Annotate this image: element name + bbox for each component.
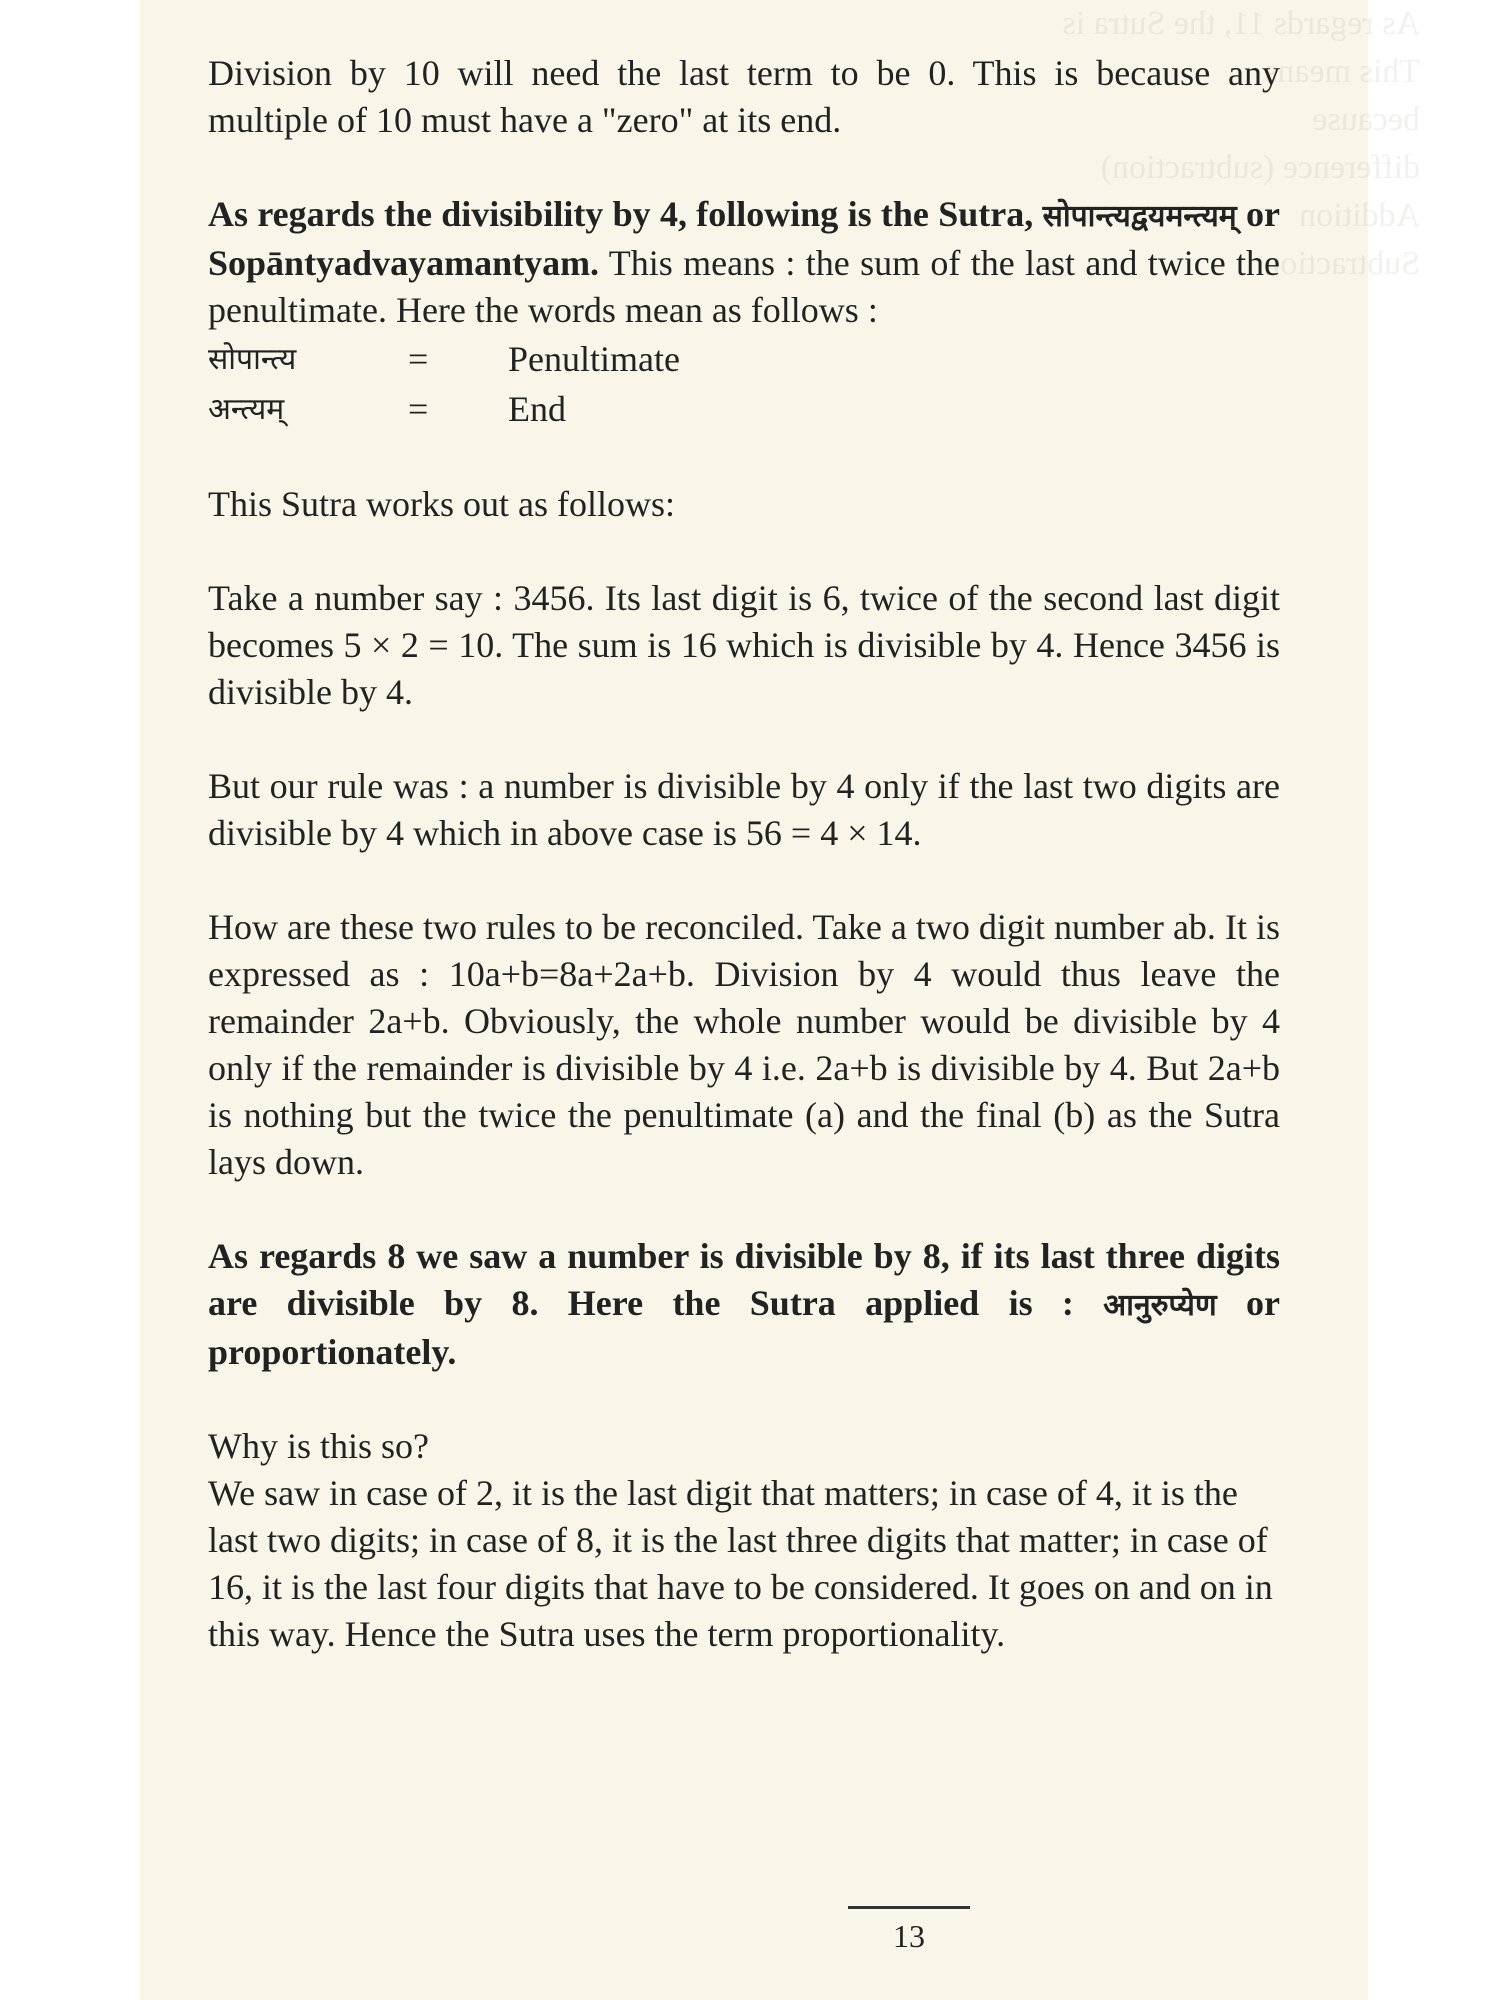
definition-term: अन्त्यम् <box>208 391 285 427</box>
page-number: 13 <box>893 1918 925 1954</box>
sutra-heading-4: As regards the divisibility by 4, following is the Sutra, <box>208 194 1034 234</box>
paragraph-example-3456: Take a number say : 3456. Its last digit is 6, twice of the second last digit becomes 5 × 2 = 10. The sum is 16 which is divisible by 4. Hence 3456 is divisible by 4. <box>208 578 1280 712</box>
definition-meaning: End <box>508 388 566 429</box>
footer-rule <box>848 1906 970 1909</box>
book-page <box>140 0 1420 2000</box>
sutra-sanskrit-4: सोपान्त्यद्वयमन्त्यम् <box>1042 199 1237 234</box>
paragraph-reconcile: How are these two rules to be reconciled. Take a two digit number ab. It is expressed as : 10a+b=8a+2a+b. Division by 4 would thus leave the remainder 2a+b. Obviously, the whole number would be divisible by 4 only if the remainder is divisible by 4 i.e. 2a+b is divisible by 4. But 2a+b is nothing but the twice the penultimate (a) and the final (b) as the Sutra lays down. <box>208 907 1280 1182</box>
paragraph-divisibility-by-4 <box>208 191 1280 334</box>
sutra-heading-8: As regards 8 we saw a number is divisible by 8, if its last three digits are divisible by 8. Here the Sutra applied is : <box>208 1236 1280 1323</box>
sutra-meaning-4: This means : the sum of the last and twice the penultimate. Here the words mean as follows : <box>208 243 1280 330</box>
sutra-transliteration-8: or proportionately. <box>208 1283 1280 1372</box>
definition-row <box>208 384 1280 434</box>
definition-meaning: Penultimate <box>508 338 680 379</box>
bleed-through-text: As regards 11, the Sutra is This means because difference (subtraction) Addition Subtraction <box>1062 5 1420 282</box>
page-body <box>208 50 1280 1658</box>
spacer <box>208 434 1280 481</box>
definition-equals: = <box>408 338 429 379</box>
paragraph-division-by-10: Division by 10 will need the last term to be 0. This is because any multiple of 10 must have a "zero" at its end. <box>208 53 1280 140</box>
definition-row <box>208 334 1280 384</box>
paragraph-proportionality: We saw in case of 2, it is the last digit that matters; in case of 4, it is the last two digits; in case of 8, it is the last three digits that matter; in case of 16, it is the last four digits that have to be considered. It goes on and on in this way. Hence the Sutra uses the term proportionality. <box>208 1473 1273 1654</box>
sutra-sanskrit-8: आनुरुप्येण <box>1103 1288 1217 1323</box>
paragraph-divisibility-by-8 <box>208 1233 1280 1376</box>
definition-equals: = <box>408 388 429 429</box>
paragraph-sutra-works: This Sutra works out as follows: <box>208 484 675 524</box>
sutra-transliteration-4: or Sopāntyadvayamantyam. <box>208 194 1281 283</box>
definition-term: सोपान्त्य <box>208 341 297 377</box>
paragraph-rule-last-two-digits: But our rule was : a number is divisible by 4 only if the last two digits are divisible by 4 which in above case is 56 = 4 × 14. <box>208 766 1280 853</box>
paragraph-why-question: Why is this so? <box>208 1426 429 1466</box>
definition-list <box>208 334 1280 434</box>
